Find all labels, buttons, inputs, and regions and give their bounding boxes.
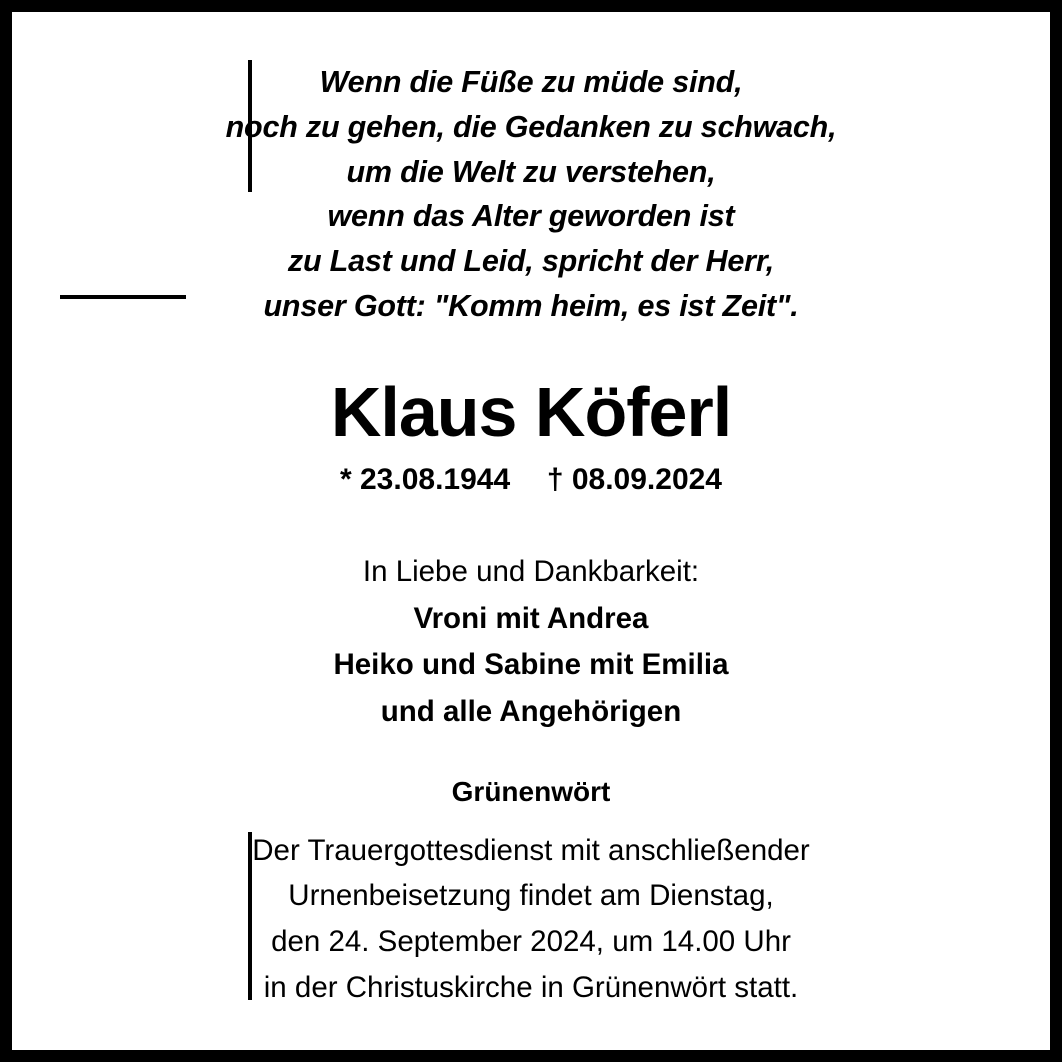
life-dates: [12, 463, 1050, 497]
service-line: Der Trauergottesdienst mit anschließender: [252, 833, 810, 867]
service-line: Urnenbeisetzung findet am Dienstag,: [288, 879, 774, 913]
family-line: Heiko und Sabine mit Emilia: [333, 648, 729, 682]
service-details: [12, 828, 1050, 1011]
thanks-intro: In Liebe und Dankbarkeit:: [362, 555, 700, 589]
service-line: in der Christuskirche in Grünenwört statt.: [263, 970, 799, 1004]
service-line: den 24. September 2024, um 14.00 Uhr: [271, 925, 791, 959]
place-name: Grünenwört: [451, 775, 611, 807]
poem-line: unser Gott: "Komm heim, es ist Zeit".: [263, 289, 799, 324]
family-line: Vroni mit Andrea: [413, 601, 649, 635]
mourners-block: [12, 549, 1050, 735]
birth-date: * 23.08.1944: [339, 463, 511, 497]
deceased-name: Klaus Köferl: [330, 372, 732, 451]
obituary-content: [12, 12, 1050, 1010]
poem-line: Wenn die Füße zu müde sind,: [319, 65, 743, 99]
poem-line: noch zu gehen, die Gedanken zu schwach,: [225, 109, 837, 144]
death-date: † 08.09.2024: [546, 463, 722, 497]
poem-line: um die Welt zu verstehen,: [346, 154, 716, 189]
obituary-inner-frame: [12, 12, 1050, 1050]
poem-line: zu Last und Leid, spricht der Herr,: [287, 244, 775, 279]
family-line: und alle Angehörigen: [380, 694, 682, 728]
poem-block: [72, 60, 990, 329]
poem-line: wenn das Alter geworden ist: [327, 199, 735, 234]
